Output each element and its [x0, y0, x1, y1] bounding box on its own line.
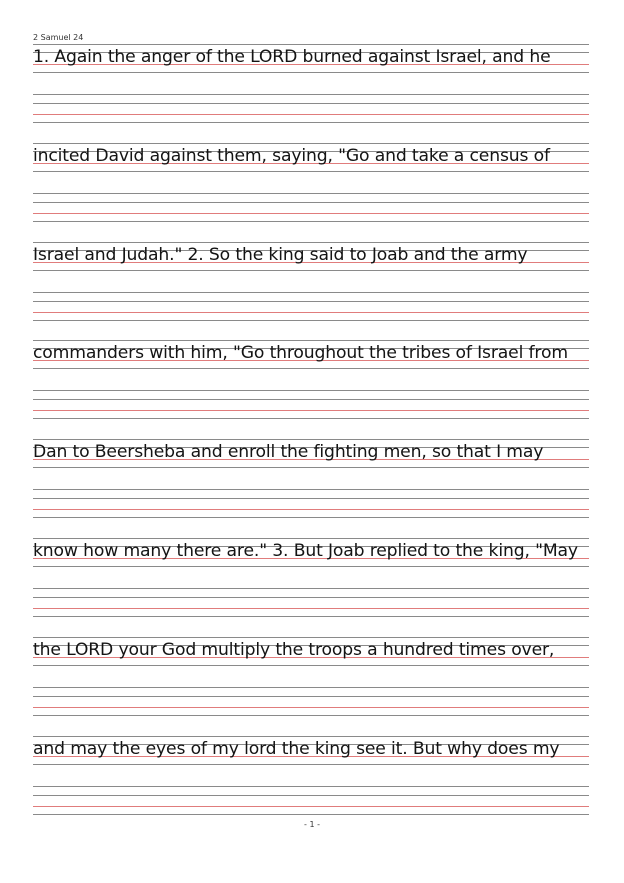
- page-number: - 1 -: [304, 820, 320, 829]
- guide-line: [33, 94, 589, 95]
- guide-line: [33, 498, 589, 499]
- guide-line: [33, 588, 589, 589]
- trace-text-line: commanders with him, "Go throughout the tribes of Israel from: [33, 343, 568, 363]
- guide-line: [33, 566, 589, 567]
- guide-line: [33, 292, 589, 293]
- guide-line-red: [33, 114, 589, 115]
- guide-line: [33, 122, 589, 123]
- trace-text-line: know how many there are." 3. But Joab replied to the king, "May: [33, 541, 578, 561]
- guide-line: [33, 814, 589, 815]
- guide-line: [33, 221, 589, 222]
- guide-line-red: [33, 608, 589, 609]
- guide-line-red: [33, 213, 589, 214]
- guide-line-red: [33, 509, 589, 510]
- guide-line: [33, 390, 589, 391]
- trace-text-line: Dan to Beersheba and enroll the fighting men, so that I may: [33, 442, 544, 462]
- chapter-reference: 2 Samuel 24: [33, 33, 84, 42]
- guide-line: [33, 715, 589, 716]
- guide-line: [33, 489, 589, 490]
- trace-text-line: and may the eyes of my lord the king see it. But why does my: [33, 739, 560, 759]
- guide-line: [33, 736, 589, 737]
- guide-line: [33, 44, 589, 45]
- guide-line: [33, 467, 589, 468]
- guide-line: [33, 616, 589, 617]
- guide-line: [33, 517, 589, 518]
- trace-text-line: Israel and Judah." 2. So the king said to Joab and the army: [33, 245, 528, 265]
- guide-line: [33, 696, 589, 697]
- guide-line: [33, 418, 589, 419]
- guide-line-red: [33, 312, 589, 313]
- guide-line: [33, 193, 589, 194]
- guide-line: [33, 764, 589, 765]
- guide-line: [33, 171, 589, 172]
- guide-line: [33, 340, 589, 341]
- guide-line: [33, 270, 589, 271]
- trace-text-line: incited David against them, saying, "Go and take a census of: [33, 146, 550, 166]
- guide-line: [33, 368, 589, 369]
- guide-line: [33, 538, 589, 539]
- guide-line: [33, 439, 589, 440]
- guide-line: [33, 202, 589, 203]
- guide-line: [33, 301, 589, 302]
- trace-text-line: the LORD your God multiply the troops a hundred times over,: [33, 640, 555, 660]
- guide-line-red: [33, 806, 589, 807]
- guide-line: [33, 637, 589, 638]
- guide-line: [33, 665, 589, 666]
- trace-text-line: 1. Again the anger of the LORD burned against Israel, and he: [33, 47, 551, 67]
- guide-line-red: [33, 410, 589, 411]
- guide-line: [33, 320, 589, 321]
- guide-line: [33, 687, 589, 688]
- guide-line: [33, 103, 589, 104]
- guide-line: [33, 72, 589, 73]
- guide-line: [33, 597, 589, 598]
- guide-line: [33, 143, 589, 144]
- guide-line: [33, 795, 589, 796]
- guide-line: [33, 242, 589, 243]
- guide-line: [33, 786, 589, 787]
- guide-line-red: [33, 707, 589, 708]
- guide-line: [33, 399, 589, 400]
